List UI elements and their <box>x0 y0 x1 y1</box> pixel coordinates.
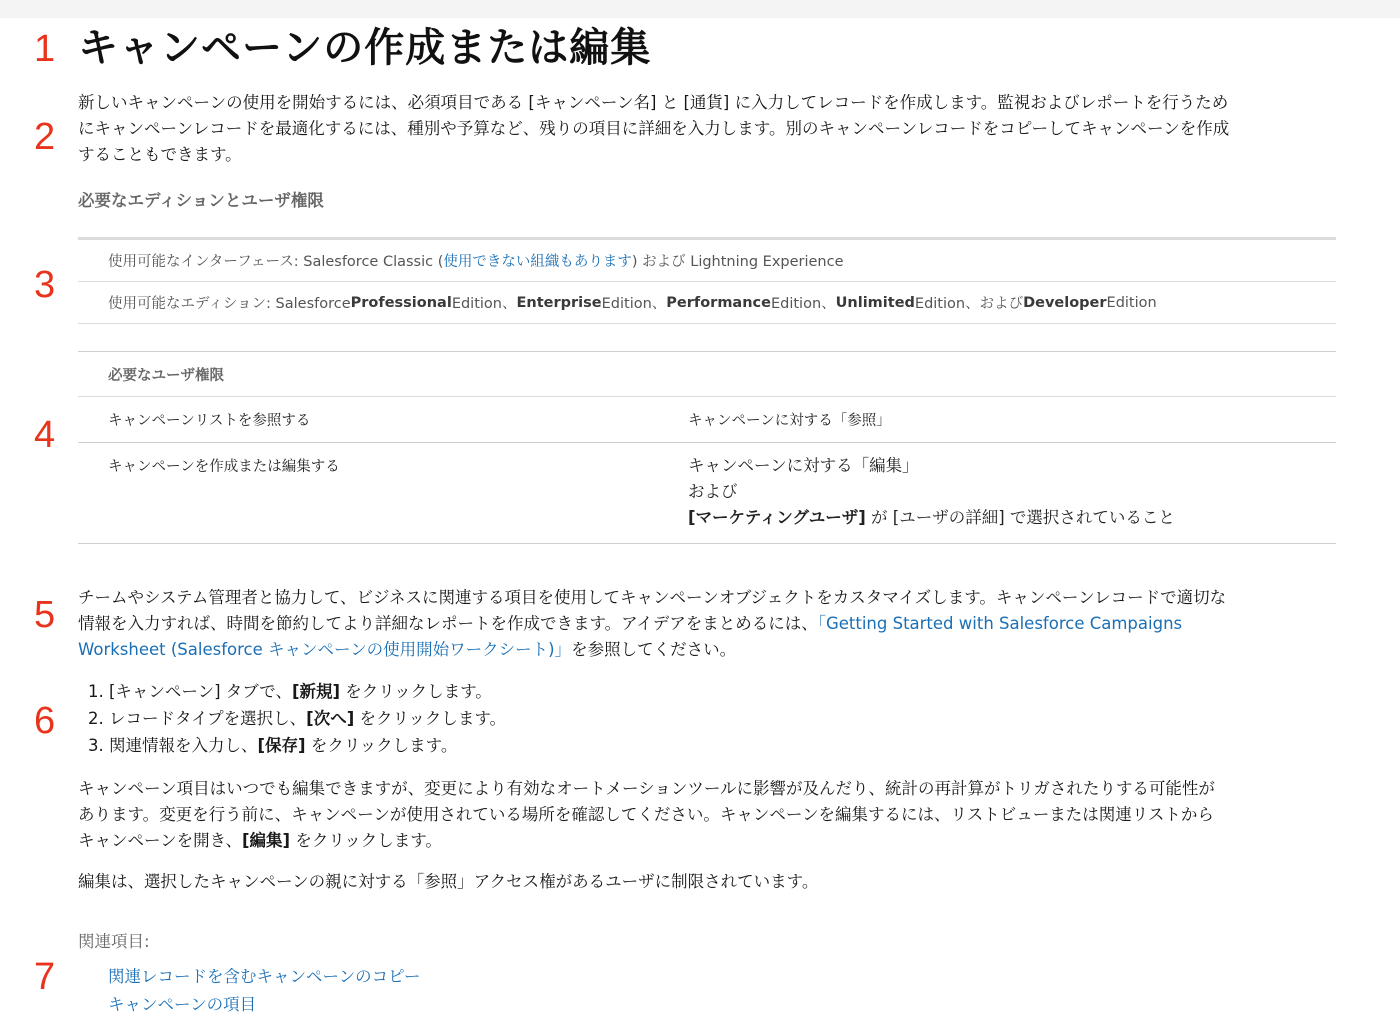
marker-1: 1 <box>34 28 56 70</box>
customize-line <box>78 637 1336 663</box>
edition-performance: Performance <box>666 294 771 311</box>
related-link-campaign-fields[interactable]: キャンペーンの項目 <box>108 995 257 1014</box>
customize-text: を参照してください。 <box>571 640 737 659</box>
permission-requirement <box>688 443 1336 543</box>
requirement-line: および <box>688 482 738 501</box>
requirement-line: キャンペーンに対する「編集」 <box>688 456 919 475</box>
interface-suffix: ) および Lightning Experience <box>631 254 844 270</box>
related-label: 関連項目: <box>78 932 150 951</box>
next-button-label: [次へ] <box>306 709 355 728</box>
marker-5: 5 <box>34 594 56 636</box>
permission-action: キャンペーンを作成または編集する <box>108 459 340 475</box>
edit-note-line: あります。変更を行う前に、キャンペーンが使用されている場所を確認してください。キャンペーンを編集するには、リストビューまたは関連リストから <box>78 805 1214 824</box>
edition-sep: Edition、 <box>770 296 836 312</box>
editions-heading: 必要なエディションとユーザ権限 <box>78 191 324 210</box>
table-row <box>78 397 1336 443</box>
related-link-copy-campaign[interactable]: 関連レコードを含むキャンペーンのコピー <box>108 967 421 986</box>
customize-paragraph <box>78 585 1336 663</box>
edition-enterprise: Enterprise <box>516 294 602 311</box>
interface-row <box>78 240 1336 282</box>
intro-paragraph <box>78 90 1336 168</box>
permissions-header: 必要なユーザ権限 <box>78 352 1336 397</box>
editions-prefix: 使用可能なエディション: Salesforce <box>108 296 351 312</box>
marker-4: 4 <box>34 414 56 456</box>
list-item: 3. 関連情報を入力し、[保存] をクリックします。 <box>88 736 458 755</box>
edit-note-line: キャンペーン項目はいつでも編集できますが、変更により有効なオートメーションツールに影響が及んだり、統計の再計算がトリガされたりする可能性が <box>78 779 1215 798</box>
edition-sep: Edition、および <box>914 296 1024 312</box>
permission-requirement: キャンペーンに対する「参照」 <box>688 413 891 429</box>
permissions-table <box>78 351 1336 544</box>
edition-sep: Edition、 <box>601 296 667 312</box>
customize-line: チームやシステム管理者と協力して、ビジネスに関連する項目を使用してキャンペーンオブジェクトをカスタマイズします。キャンペーンレコードで適切な <box>78 588 1227 607</box>
editions-box <box>78 237 1336 324</box>
requirement-rest: が [ユーザの詳細] で選択されていること <box>865 508 1175 527</box>
marker-6: 6 <box>34 700 56 742</box>
edition-developer: Developer <box>1023 294 1107 311</box>
list-item: 2. レコードタイプを選択し、[次へ] をクリックします。 <box>88 709 507 728</box>
new-button-label: [新規] <box>291 682 341 701</box>
table-row <box>78 443 1336 544</box>
editions-row <box>78 282 1336 324</box>
marker-3: 3 <box>34 264 56 306</box>
customize-text: 情報を入力すれば、時間を節約してより詳細なレポートを作成できます。アイデアをまとめるには、 <box>78 614 818 633</box>
requirement-line <box>688 505 1336 531</box>
worksheet-link[interactable]: Worksheet (Salesforce キャンペーンの使用開始ワークシート)」 <box>78 640 572 659</box>
related-links <box>78 963 1336 1019</box>
edit-note-line: キャンペーンを開き、[編集] をクリックします。 <box>78 831 442 850</box>
edition-suffix: Edition <box>1106 294 1157 311</box>
save-button-label: [保存] <box>257 736 306 755</box>
edit-button-label: [編集] <box>242 831 291 850</box>
permission-action: キャンペーンリストを参照する <box>108 413 311 429</box>
marketing-user-label: [マーケティングユーザ] <box>688 508 866 527</box>
intro-line: することもできます。 <box>78 145 242 164</box>
edition-unlimited: Unlimited <box>835 294 915 311</box>
list-item: 1. [キャンペーン] タブで、[新規] をクリックします。 <box>88 682 492 701</box>
top-bar <box>0 0 1400 18</box>
intro-line: にキャンペーンレコードを最適化するには、種別や予算など、残りの項目に詳細を入力します。別のキャンペーンレコードをコピーしてキャンペーンを作成 <box>78 119 1230 138</box>
worksheet-link[interactable]: 「Getting Started with Salesforce Campaigns <box>817 614 1183 633</box>
interface-prefix: 使用可能なインターフェース: Salesforce Classic ( <box>108 254 444 270</box>
customize-line <box>78 611 1336 637</box>
marker-2: 2 <box>34 116 56 158</box>
edit-note-paragraph <box>78 776 1336 854</box>
intro-line: 新しいキャンペーンの使用を開始するには、必須項目である [キャンペーン名] と [通貨] に入力してレコードを作成します。監視およびレポートを行うため <box>78 93 1229 112</box>
page-title: キャンペーンの作成または編集 <box>78 25 652 71</box>
restriction-note: 編集は、選択したキャンペーンの親に対する「参照」アクセス権があるユーザに制限されています。 <box>78 872 819 891</box>
edition-professional: Professional <box>350 294 452 311</box>
edition-sep: Edition、 <box>451 296 517 312</box>
marker-7: 7 <box>34 956 56 998</box>
unavailable-orgs-link[interactable]: 使用できない組織もあります <box>443 254 632 270</box>
steps-list <box>78 678 1336 759</box>
